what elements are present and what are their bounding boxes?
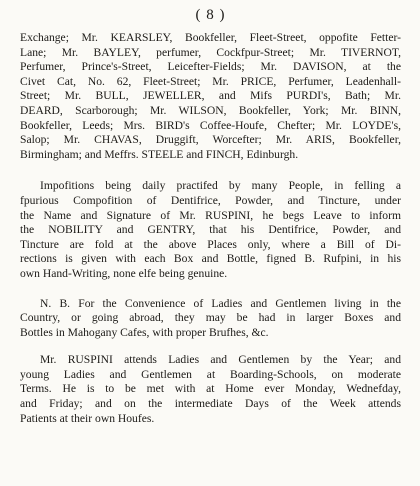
text-line: the Name and Signature of Mr. RUSPINI, he begs Leave to inform — [20, 208, 401, 222]
text-line: Tincture are fold at the above Places only, where a Bill of Di- — [20, 237, 401, 251]
text-line: Exchange; Mr. KEARSLEY, Bookfeller, Fleet-Street, oppofite Fetter- — [20, 31, 401, 44]
page-number: ( 8 ) — [195, 7, 226, 23]
attendance-paragraph — [20, 353, 401, 426]
stockists-paragraph — [20, 31, 401, 162]
text-line: Lane; Mr. BAYLEY, perfumer, Cockfpur-Street; Mr. TIVERNOT, — [20, 45, 401, 59]
text-line: Bottles in Mahogany Cafes, with proper Brufhes, &c. — [20, 325, 269, 339]
text-line: DEARD, Scarborough; Mr. WILSON, Bookfeller, York; Mr. BINN, — [20, 103, 401, 117]
text-line: and Friday; and on the intermediate Days of the Week attends — [20, 397, 401, 411]
text-line: Street; Mr. BULL, JEWELLER, and Mifs PURDI's, Bath; Mr. — [20, 89, 401, 103]
text-line: own Hand-Writing, none elfe being genuine. — [20, 266, 228, 280]
text-line: Impofitions being daily practifed by many People, in felling a — [40, 179, 401, 193]
text-line: Birmingham; and Meffrs. STEELE and FINCH, Edinburgh. — [20, 147, 299, 161]
text-line: Perfumer, Prince's-Street, Leicefter-Fields; Mr. DAVISON, at the — [20, 60, 401, 74]
text-line: Bookfeller, Leeds; Mrs. BIRD's Coffee-Houfe, Chefter; Mr. LOYDE's, — [20, 118, 401, 132]
text-line: the NOBILITY and GENTRY, that his Dentifrice, Powder, and — [20, 223, 401, 237]
text-line: fpurious Compofition of Dentifrice, Powder, and Tincture, under — [20, 193, 401, 207]
text-line: rections is given with each Box and Bottle, figned B. Rufpini, in his — [20, 252, 401, 266]
text-line: Mr. RUSPINI attends Ladies and Gentlemen by the Year; and — [40, 353, 401, 367]
text-line: Patients at their own Houfes. — [20, 411, 155, 425]
impositions-paragraph — [20, 179, 401, 281]
text-line: young Ladies and Gentlemen at Boarding-Schools, on moderate — [20, 367, 401, 381]
text-line: N. B. For the Convenience of Ladies and Gentlemen living in the — [40, 296, 401, 310]
text-line: Civet Cat, No. 62, Fleet-Street; Mr. PRICE, Perfumer, Leadenhall- — [20, 74, 401, 88]
text-line: Country, or going abroad, they may be had in larger Boxes and — [20, 311, 401, 325]
text-line: Salop; Mr. CHAVAS, Druggift, Worcefter; Mr. ARIS, Bookfeller, — [20, 133, 401, 147]
text-line: Terms. He is to be met with at Home ever Monday, Wednefday, — [20, 382, 401, 396]
nota-bene-paragraph — [20, 297, 401, 341]
